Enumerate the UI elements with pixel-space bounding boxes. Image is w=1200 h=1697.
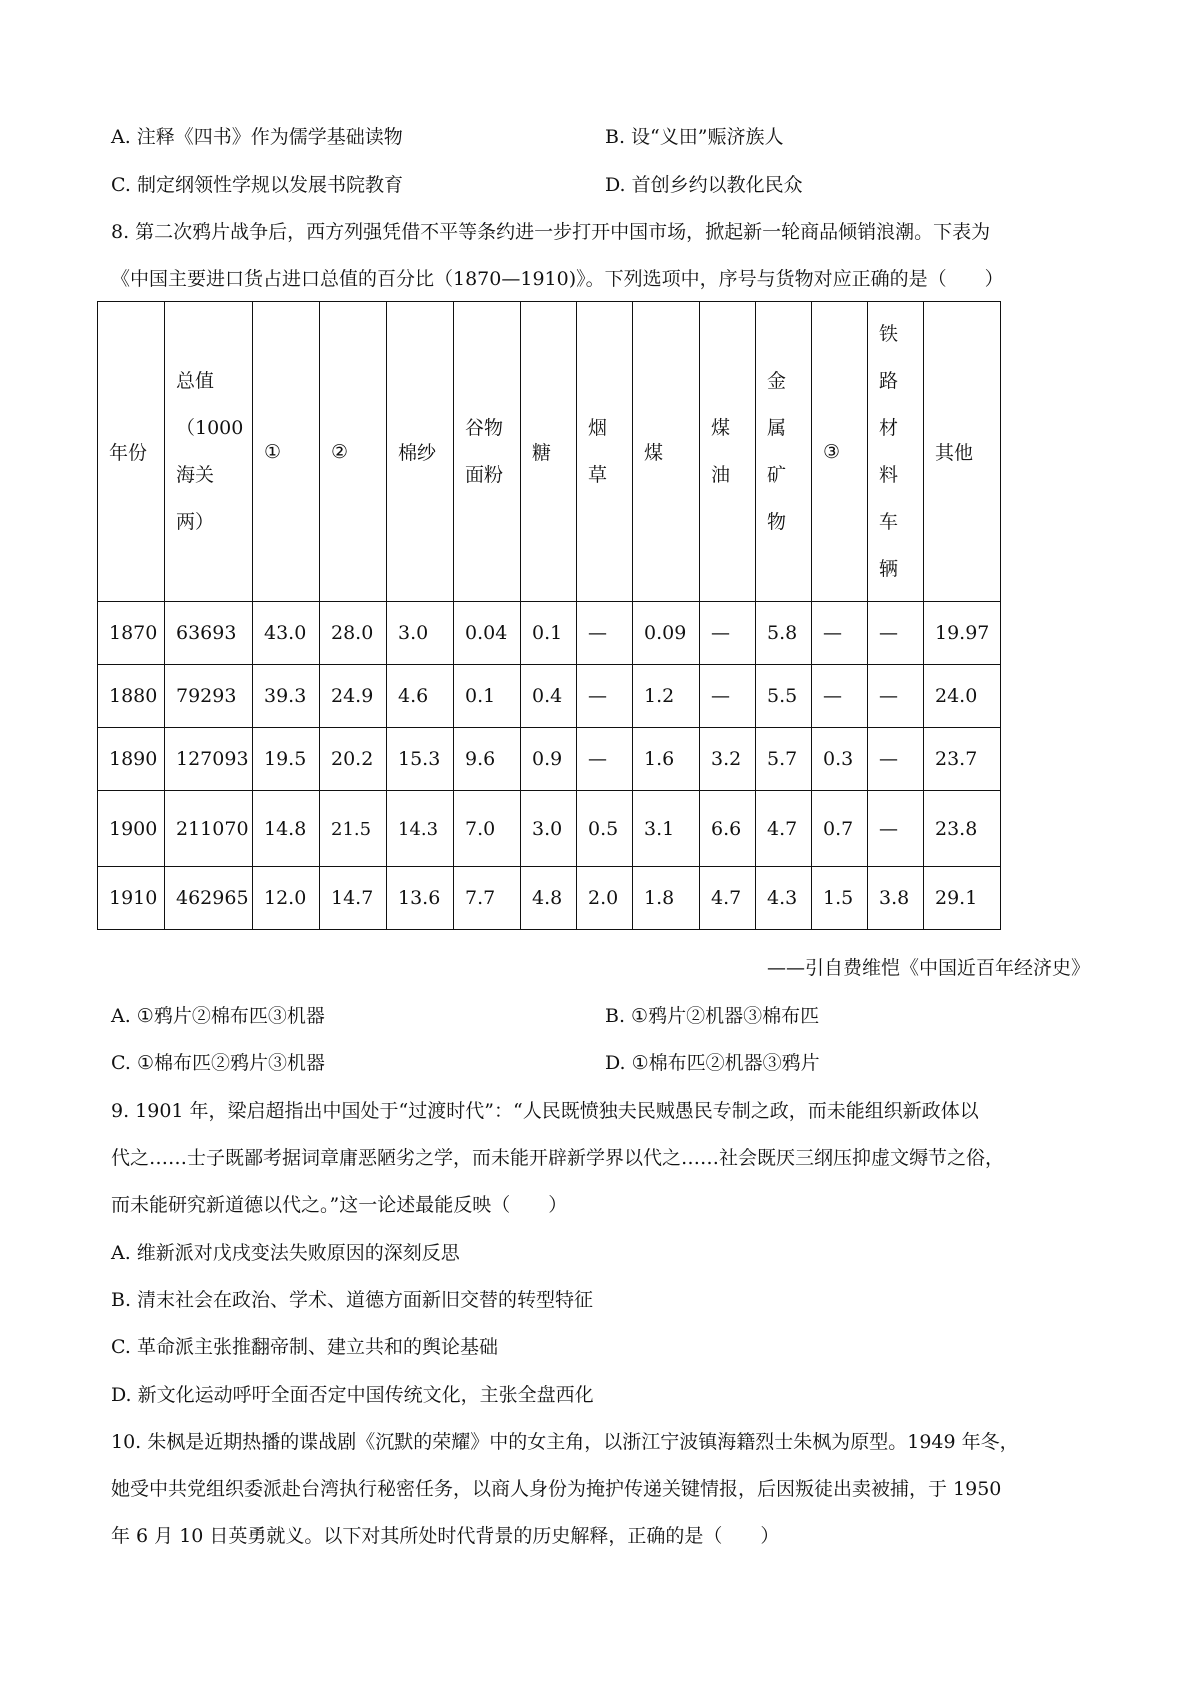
cell: 4.8 (521, 867, 577, 930)
q9-option-b[interactable]: B. 清末社会在政治、学术、道德方面新旧交替的转型特征 (111, 1289, 594, 1311)
cell: 211070 (165, 791, 253, 867)
cell: 23.7 (924, 728, 1001, 791)
cell: 19.97 (924, 602, 1001, 665)
q9-stem-line-3: 而未能研究新道德以代之。”这一论述最能反映（ ） (111, 1194, 568, 1216)
cell: 3.0 (387, 602, 454, 665)
q7-option-d[interactable]: D. 首创乡约以教化民众 (605, 174, 803, 196)
table-source-citation: ——引自费维恺《中国近百年经济史》 (766, 957, 1090, 979)
q9-option-d[interactable]: D. 新文化运动呼吁全面否定中国传统文化，主张全盘西化 (111, 1384, 594, 1406)
cell (320, 791, 387, 867)
header-grain-flour: 谷物面粉 (454, 302, 521, 602)
cell: — (577, 728, 633, 791)
table-row (98, 665, 1001, 728)
cell: 1.8 (633, 867, 700, 930)
cell: 5.5 (756, 665, 812, 728)
cell: 1910 (98, 867, 165, 930)
header-item-3: ③ (812, 302, 868, 602)
table-row (98, 791, 1001, 867)
cell: 39.3 (253, 665, 320, 728)
cell: 1.6 (633, 728, 700, 791)
cell: 0.4 (521, 665, 577, 728)
cell: — (812, 602, 868, 665)
cell: 79293 (165, 665, 253, 728)
cell: — (868, 791, 924, 867)
cell: 2.0 (577, 867, 633, 930)
cell: 43.0 (253, 602, 320, 665)
q10-stem-line-1: 10. 朱枫是近期热播的谍战剧《沉默的荣耀》中的女主角，以浙江宁波镇海籍烈士朱枫为原型。1949 年冬， (111, 1431, 1019, 1453)
cell: 462965 (165, 867, 253, 930)
cell: 13.6 (387, 867, 454, 930)
q10-stem-line-3: 年 6 月 10 日英勇就义。以下对其所处时代背景的历史解释，正确的是（ ） (111, 1525, 780, 1547)
cell: 1880 (98, 665, 165, 728)
cell: 5.7 (756, 728, 812, 791)
table-row (98, 728, 1001, 791)
q9-option-a[interactable]: A. 维新派对戊戌变法失败原因的深刻反思 (111, 1242, 460, 1264)
cell: 12.0 (253, 867, 320, 930)
cell: — (700, 602, 756, 665)
cell (387, 791, 454, 867)
cell: — (868, 665, 924, 728)
cell-value: 21.5 (331, 818, 372, 840)
cell: 24.9 (320, 665, 387, 728)
q10-stem-line-2: 她受中共党组织委派赴台湾执行秘密任务，以商人身份为掩护传递关键情报，后因叛徒出卖被捕，于 1950 (111, 1478, 1002, 1500)
header-coal: 煤 (633, 302, 700, 602)
cell: 4.6 (387, 665, 454, 728)
q8-option-b[interactable]: B. ①鸦片②机器③棉布匹 (605, 1005, 820, 1027)
q7-options-row-2 (111, 170, 1111, 198)
cell: 0.9 (521, 728, 577, 791)
cell: 0.09 (633, 602, 700, 665)
cell: — (577, 602, 633, 665)
q8-stem-line-1: 8. 第二次鸦片战争后，西方列强凭借不平等条约进一步打开中国市场，掀起新一轮商品倾销浪潮。下表为 (111, 221, 991, 243)
cell: 28.0 (320, 602, 387, 665)
q8-options-row-2 (111, 1048, 1111, 1076)
cell-value: 14.3 (398, 818, 439, 840)
header-tobacco: 烟草 (577, 302, 633, 602)
cell: 4.3 (756, 867, 812, 930)
q7-option-a[interactable]: A. 注释《四书》作为儒学基础读物 (111, 126, 403, 148)
q9-stem-line-2: 代之……士子既鄙考据词章庸恶陋劣之学，而未能开辟新学界以代之……社会既厌三纲压抑虚文缛节之俗， (111, 1147, 1005, 1169)
cell: 1.5 (812, 867, 868, 930)
cell: 19.5 (253, 728, 320, 791)
cell: 3.1 (633, 791, 700, 867)
cell: 7.0 (454, 791, 521, 867)
cell: 9.6 (454, 728, 521, 791)
cell: 1870 (98, 602, 165, 665)
header-railway-materials: 铁路材料车辆 (868, 302, 924, 602)
header-item-1: ① (253, 302, 320, 602)
header-cotton-yarn: 棉纱 (387, 302, 454, 602)
cell: — (868, 602, 924, 665)
cell: 20.2 (320, 728, 387, 791)
cell: 5.8 (756, 602, 812, 665)
cell: 23.8 (924, 791, 1001, 867)
header-sugar: 糖 (521, 302, 577, 602)
cell: 63693 (165, 602, 253, 665)
q8-stem-line-2: 《中国主要进口货占进口总值的百分比（1870—1910)》。下列选项中，序号与货物对应正确的是（ ） (111, 268, 1004, 290)
cell: 29.1 (924, 867, 1001, 930)
q7-option-b[interactable]: B. 设“义田”赈济族人 (605, 126, 784, 148)
q8-option-d[interactable]: D. ①棉布匹②机器③鸦片 (605, 1052, 820, 1074)
q7-options-row-1 (111, 122, 1111, 150)
q8-option-c[interactable]: C. ①棉布匹②鸦片③机器 (111, 1052, 325, 1074)
cell: 0.04 (454, 602, 521, 665)
header-total-value: 总值（1000海关两） (165, 302, 253, 602)
cell: 14.7 (320, 867, 387, 930)
header-kerosene: 煤油 (700, 302, 756, 602)
table-row (98, 602, 1001, 665)
q9-option-c[interactable]: C. 革命派主张推翻帝制、建立共和的舆论基础 (111, 1336, 498, 1358)
cell: 6.6 (700, 791, 756, 867)
cell: — (700, 665, 756, 728)
cell: 1.2 (633, 665, 700, 728)
cell: 3.8 (868, 867, 924, 930)
header-year: 年份 (98, 302, 165, 602)
cell: 1890 (98, 728, 165, 791)
cell: 7.7 (454, 867, 521, 930)
table-row (98, 867, 1001, 930)
cell: — (812, 665, 868, 728)
q7-option-c[interactable]: C. 制定纲领性学规以发展书院教育 (111, 174, 403, 196)
cell: 0.1 (454, 665, 521, 728)
cell: 0.7 (812, 791, 868, 867)
cell: 15.3 (387, 728, 454, 791)
cell: 14.8 (253, 791, 320, 867)
q9-stem-line-1: 9. 1901 年，梁启超指出中国处于“过渡时代”：“人民既愤独夫民贼愚民专制之政，而未能组织新政体以 (111, 1100, 979, 1122)
header-item-2: ② (320, 302, 387, 602)
cell: 1900 (98, 791, 165, 867)
cell: 127093 (165, 728, 253, 791)
cell: 3.0 (521, 791, 577, 867)
cell: 0.5 (577, 791, 633, 867)
import-share-table (97, 301, 1001, 930)
header-other: 其他 (924, 302, 1001, 602)
q8-options-row-1 (111, 1001, 1111, 1029)
cell: 0.3 (812, 728, 868, 791)
cell: 24.0 (924, 665, 1001, 728)
cell: 4.7 (756, 791, 812, 867)
header-metal-minerals: 金属矿物 (756, 302, 812, 602)
cell: 4.7 (700, 867, 756, 930)
cell: — (577, 665, 633, 728)
cell: 0.1 (521, 602, 577, 665)
cell: 3.2 (700, 728, 756, 791)
cell: — (868, 728, 924, 791)
table-header-row (98, 302, 1001, 602)
q8-option-a[interactable]: A. ①鸦片②棉布匹③机器 (111, 1005, 325, 1027)
